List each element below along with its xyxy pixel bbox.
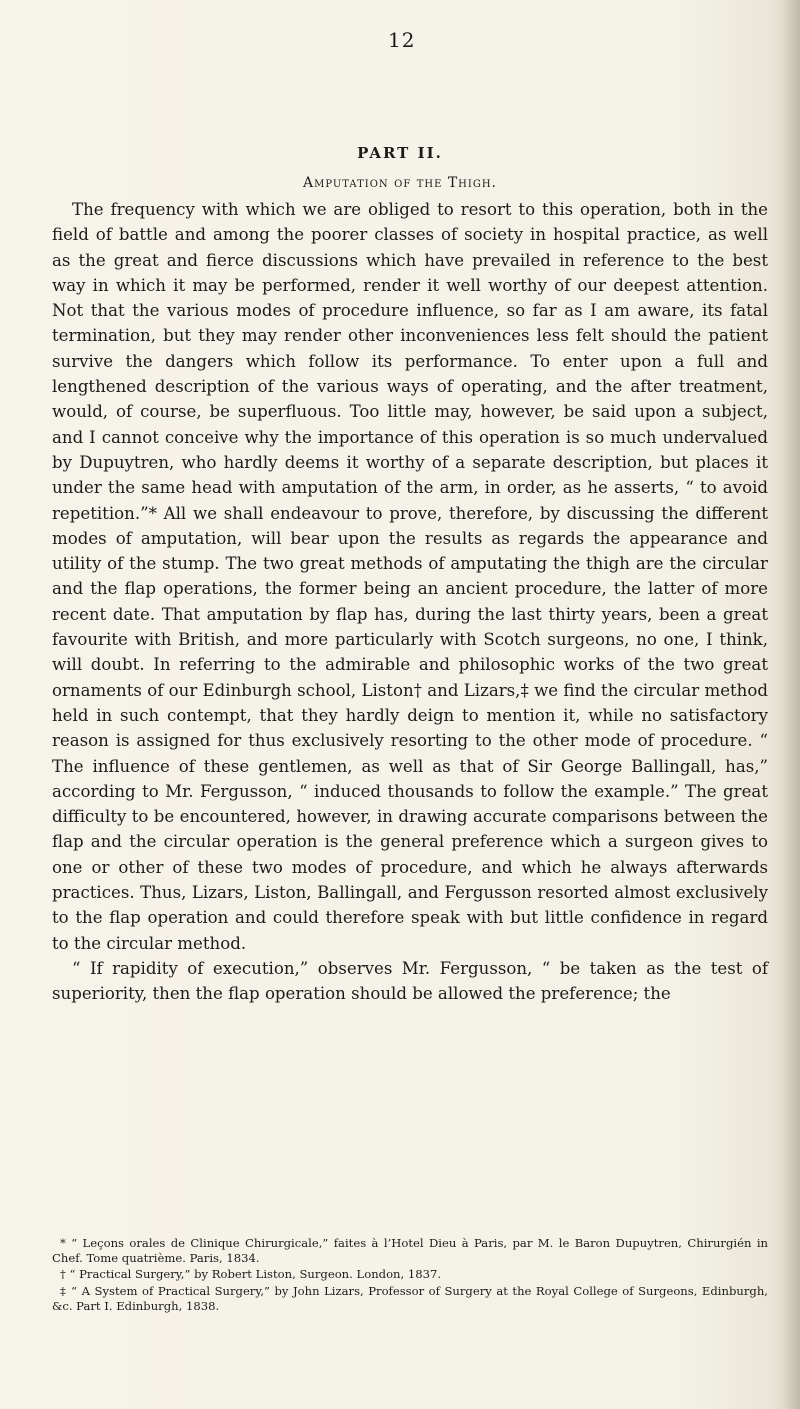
footnote-2: † “ Practical Surgery,” by Robert Liston, Surgeon. London, 1837. — [60, 1267, 442, 1282]
footnotes — [52, 1236, 768, 1315]
footnote-3: ‡ “ A System of Practical Surgery,” by John Lizars, Professor of Surgery at the Royal College of Surgeons, Edinburgh, &c. Part I. Edinburgh, 1838. — [52, 1283, 768, 1313]
body-text — [52, 197, 768, 1007]
page-edge-shadow — [782, 0, 800, 1409]
body-paragraph-1: The frequency with which we are obliged to resort to this operation, both in the field of battle and among the poorer classes of society in hospital practice, as well as the great and fierce discussions which have prevailed in reference to the best way in which it may be performed, render it well worthy of our deepest attention. Not that the various modes of procedure influence, so far as I am aware, its fatal termination, but they may render other inconveniences less felt should the patient survive the dangers which follow its performance. To enter upon a full and lengthened description of the various ways of operating, and the after treatment, would, of course, be superfluous. Too little may, however, be said upon a subject, and I cannot conceive why the importance of this operation is so much undervalued by Dupuytren, who hardly deems it worthy of a separate description, but places it under the same head with amputation of the arm, in order, as he asserts, “ to avoid repetition.”* All we shall endeavour to prove, therefore, by discussing the different modes of amputation, will bear upon the results as regards the appearance and utility of the stump. The two great methods of amputating the thigh are the circular and the flap operations, the former being an ancient procedure, the latter of more recent date. That amputation by flap has, during the last thirty years, been a great favourite with British, and more particularly with Scotch surgeons, no one, I think, will doubt. In referring to the admirable and philosophic works of the two great ornaments of our Edinburgh school, Liston† and Lizars,‡ we find the circular method held in such contempt, that they hardly deign to mention it, while no satisfactory reason is assigned for thus exclusively resorting to the other mode of procedure. “ The influence of these gentlemen, as well as that of Sir George Ballingall, has,” according to Mr. Fergusson, “ induced thousands to follow the example.” The great difficulty to be encountered, however, in drawing accurate comparisons between the flap and the circular operation is the general preference which a surgeon gives to one or other of these two modes of procedure, and which he always afterwards practices. Thus, Lizars, Liston, Ballingall, and Fergusson resorted almost exclusively to the flap operation and could therefore speak with but little confidence in regard to the circular method. — [52, 200, 768, 953]
body-paragraph-2: “ If rapidity of execution,” observes Mr. Fergusson, “ be taken as the test of superiority, then the flap operation should be allowed the preference; the — [52, 958, 768, 1004]
page-number: 12 — [388, 28, 416, 52]
part-heading: PART II. — [357, 144, 443, 162]
footnote-1: * “ Leçons orales de Clinique Chirurgicale,” faites à l’Hotel Dieu à Paris, par M. le Baron Dupuytren, Chirurgién in Chef. Tome quatrième. Paris, 1834. — [52, 1236, 768, 1266]
section-heading: Amputation of the Thigh. — [302, 175, 498, 191]
